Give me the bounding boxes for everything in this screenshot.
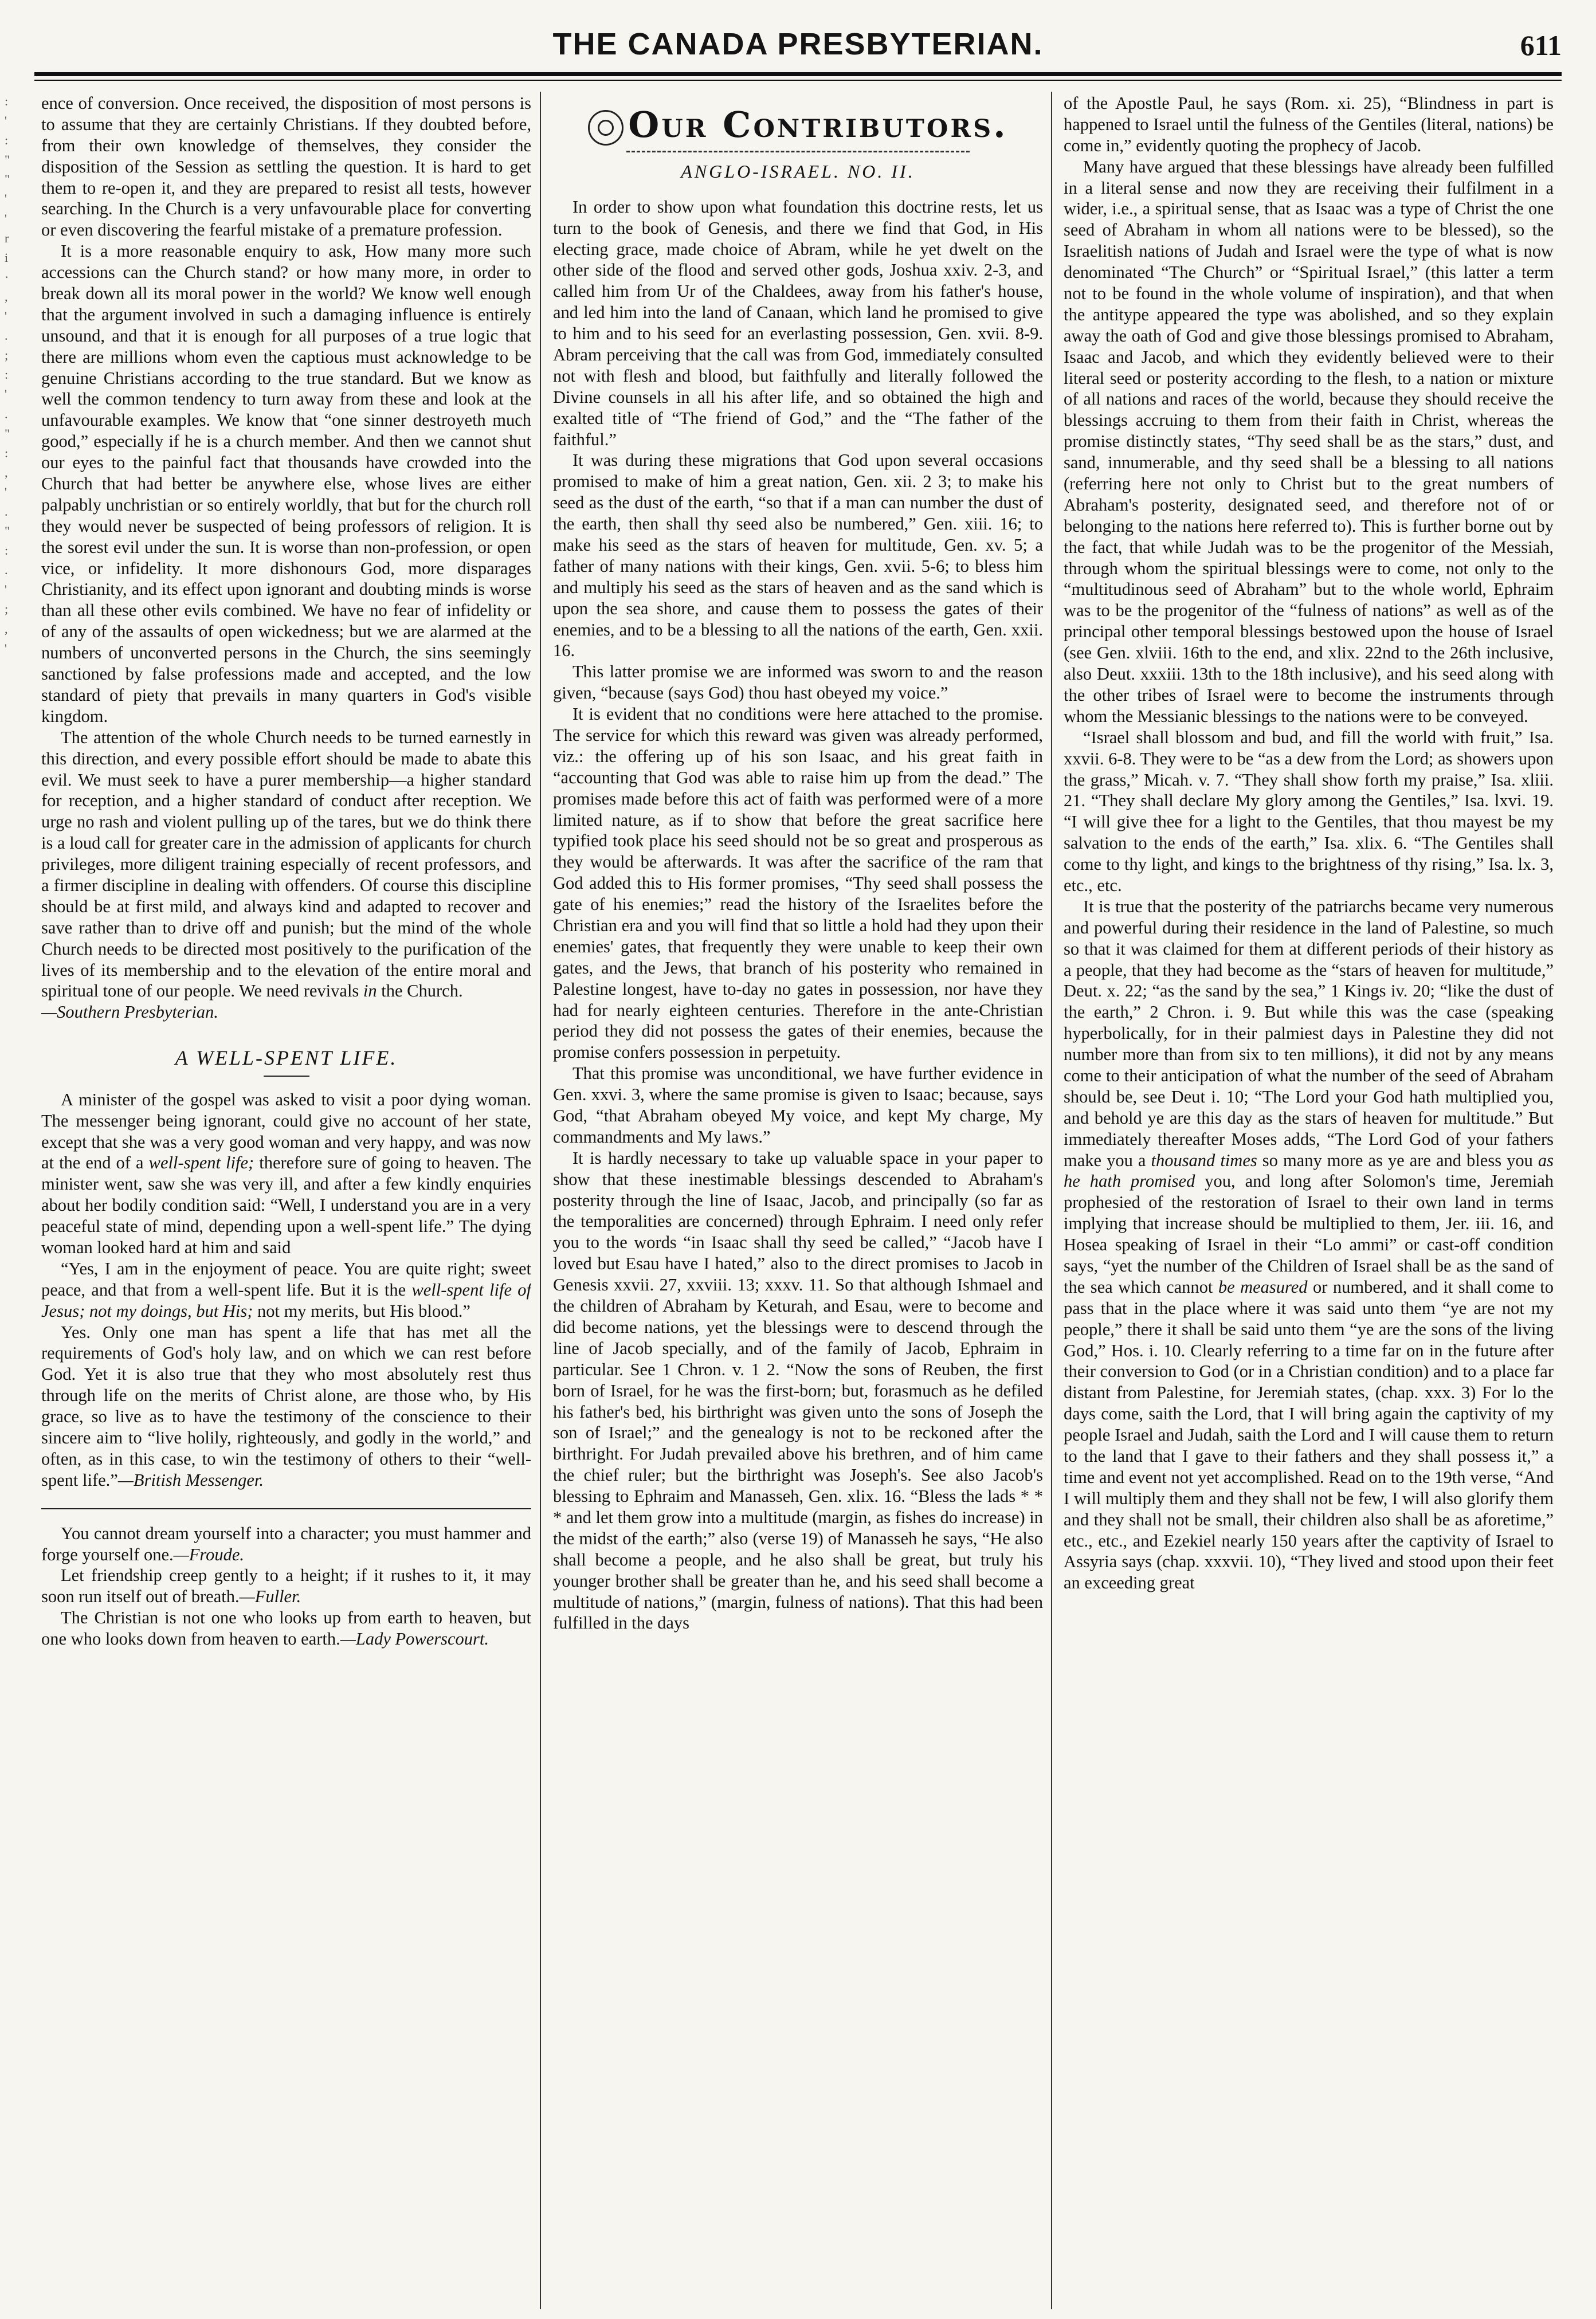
- article-source: —British Messenger.: [117, 1470, 264, 1490]
- paragraph-text: “Yes, I am in the enjoyment of peace. You are quite right; sweet peace, and that from a well-spent life. But it is the: [41, 1258, 531, 1300]
- paragraph-text: Yes. Only one man has spent a life that has met all the requirements of God's holy law, and on which we can rest before God. Yet it is also true that they who most absolutely rest thus through life on the merits of Christ alone, are those who, by His grace, so live as to have the testimony of the conscience to their sincere aim to “live holily, righteously, and godly in the world,” and often, as in this case, to win the testimony of others to their “well-spent life.”: [41, 1322, 531, 1490]
- emphasis-text: as he hath promised: [1064, 1150, 1554, 1191]
- quote-source: —Froude.: [173, 1544, 245, 1564]
- article-paragraph: It is evident that no conditions were here attached to the promise. The service for which this reward was given was already performed, viz.: the offering up of his son Isaac, and his great faith in “accounting that God was able to raise him up from the dead.” The promises made before this act of faith was performed were of a more limited nature, as if to show that before the great sacrifice here typified took place his seed should not be so great and prosperous as they would be afterwards. It was after the sacrifice of the ram that God added this to His former promises, “Thy seed shall possess the gate of his enemies;” read the history of the Israelites before the Christian era and you will find that so little a hold had they upon their enemies' gates, that frequently they were unable to keep their own gates, and the Jews, that branch of his posterity who remained in Palestine longest, have to-day no gates in possession, nor have they had for nearly eighteen centuries. Therefore in the ante-Christian period they did not possess the gates of their enemies, because the promise confers possession in perpetuity.: [553, 704, 1043, 1062]
- header-rule-thin: [34, 80, 1562, 81]
- quote-paragraph: [41, 1523, 531, 1565]
- paragraph-text: you, and long after Solomon's time, Jeremiah prophesied of the restoration of Israel to their own land in terms implying that increase should be multiplied to them, Jer. iii. 16, and Hosea speaking of Israel in their “Lo ammi” or cast-off condition says, “yet the number of the Children of Israel shall be as the sand of the sea which cannot: [1064, 1171, 1554, 1297]
- paragraph-text: It is true that the posterity of the patriarchs became very numerous and powerful during their residence in the land of Palestine, so much so that it was claimed for them at different periods of their history as a people, that they had become as the “stars of heaven for multitude,” Deut. x. 22; “as the sand by the sea,” 1 Kings iv. 20; “like the dust of the earth,” 2 Chron. i. 9. But while this was the case (speaking hyperbolically, for in their palmiest days in Palestine they did not number more than from six to ten millions), it did not by any means come to their anticipation of what the number of the seed of Abraham should be, see Deut i. 10; “The Lord your God hath multiplied you, and behold ye are this day as the stars of heaven for multitude.” But immediately thereafter Moses adds, “The Lord God of your fathers make you a: [1064, 896, 1554, 1170]
- article-paragraph: It was during these migrations that God upon several occasions promised to make of him a great nation, Gen. xii. 2 3; to make his seed as the dust of the earth, “so that if a man can number the dust of the earth, then shall thy seed also be numbered,” Gen. xiii. 16; to make his seed as the stars of heaven for multitude, Gen. xv. 5; a father of many nations with their kings, Gen. xvii. 5-6; to bless him and multiply his seed as the stars of heaven and as the sand which is upon the sea shore, and cause them to possess the gates of their enemies, and to be a blessing to all the nations of the earth, Gen. xxii. 16.: [553, 450, 1043, 661]
- article-paragraph: In order to show upon what foundation this doctrine rests, let us turn to the book of Genesis, and there we find that God, in His electing grace, made choice of Abram, while he yet dwelt on the other side of the flood and served other gods, Joshua xxiv. 2-3, and called him from Ur of the Chaldees, away from his father's house, and led him into the land of Canaan, which land he promised to give to him and to his seed for an everlasting possession, Gen. xvii. 8-9. Abram perceiving that the call was from God, immediately consulted not with flesh and blood, but faithfully and literally followed the Divine counsels in all his after life, and so obtained the high and exalted title of “The friend of God,” and the “The father of the faithful.”: [553, 197, 1043, 449]
- quote-source: —Lady Powerscourt.: [340, 1629, 489, 1649]
- article-paragraph: of the Apostle Paul, he says (Rom. xi. 25), “Blindness in part is happened to Israel until the fulness of the Gentiles (literal, nations) be come in,” evidently quoting the prophecy of Jacob.: [1064, 93, 1554, 155]
- paragraph-text: A minister of the gospel was asked to visit a poor dying woman. The messenger being ignorant, could give no account of her state, except that she was a very good woman and very happy, and was now at the end of a: [41, 1089, 531, 1173]
- article-paragraph: “Israel shall blossom and bud, and fill the world with fruit,” Isa. xxvii. 6-8. They were to be “as a dew from the Lord; as showers upon the grass,” Micah. v. 7. “They shall show forth my praise,” Isa. xliii. 21. “They shall declare My glory among the Gentiles,” Isa. lxvi. 19. “I will give thee for a light to the Gentiles, that thou mayest be my salvation to the ends of the earth,” Isa. xlix. 6. “The Gentiles shall come to thy light, and kings to the brightness of thy rising,” Isa. lx. 3, etc., etc.: [1064, 727, 1554, 895]
- emphasis-text: thousand times: [1151, 1150, 1257, 1170]
- quote-text: The Christian is not one who looks up from earth to heaven, but one who looks down from heaven to earth.: [41, 1608, 531, 1649]
- article-paragraph: This latter promise we are informed was sworn to and the reason given, “because (says God) thou hast obeyed my voice.”: [553, 662, 1043, 703]
- ornament-icon: [588, 110, 624, 146]
- quote-text: Let friendship creep gently to a height; if it rushes to it, it may soon run itself out of breath.: [41, 1565, 531, 1607]
- emphasis-text: in: [363, 981, 377, 1001]
- column-divider-2: [1051, 92, 1052, 2309]
- article-paragraph: Many have argued that these blessings have already been fulfilled in a literal sense and now they are receiving their fulfilment in a wider, i.e., a spiritual sense, that as Isaac was a type of Christ the one seed of Abraham in whom all nations were to be blessed), so the Israelitish nations of Judah and Israel were the type of what is now denominated “The Church” or “Spiritual Israel,” (this latter a term not to be found in the whole volume of inspiration), and that when the antitype appeared the type was abolished, and so they explain away the oath of God and give those blessings promised to Abraham, Isaac and Jacob, and which they evidently believed were to their literal seed or posterity according to the flesh, to a nation or mixture of all nations and races of the world, because they should receive the blessings accruing to them from their faith in Christ, whereas the promise distinctly states, “Thy seed shall be as the stars,” dust, and sand, innumerable, and thy seed shall be a blessing to all nations (referring here not only to Christ but to the great numbers of Abraham's posterity, designated seed, and therefore not of or belonging to the nations here referred to). This is further borne out by the fact, that while Judah was to be the progenitor of the Messiah, through whom the spiritual blessings were to come, not only to the “multitudinous seed of Abraham” but to the whole world, Ephraim was to be the progenitor of the “fulness of nations” as well as of the principal other temporal blessings bestowed upon the house of Israel (see Gen. xlviii. 16th to the end, and xlix. 22nd to the 26th inclusive, also Deut. xxxiii. 13th to the 18th inclusive), and his seed along with the other tribes of Israel were to become the instruments through whom the Messianic blessings to the nations were to be conveyed.: [1064, 156, 1554, 726]
- article-paragraph: [41, 727, 531, 1023]
- article-paragraph: It is hardly necessary to take up valuable space in your paper to show that these inestimable blessings descended to Abraham's posterity through the line of Isaac, Jacob, and principally (so far as the temporalities are concerned) through Ephraim. I need only refer you to the words “in Isaac shall thy seed be called,” “Jacob have I loved but Esau have I hated,” also to the direct promises to Jacob in Genesis xxvii. 27, xxviii. 13; xxxv. 11. So that although Ishmael and the children of Abraham by Keturah, and Esau, were to become and did become nations, yet the blessings were to descend through the line of Jacob specially, and of the family of Jacob, Ephraim in particular. See 1 Chron. v. 1 2. “Now the sons of Reuben, the first born of Israel, for he was the first-born; but, forasmuch as he defiled his father's bed, his birthright was given unto the sons of Joseph the son of Israel;” and the genealogy is not to be reckoned after the birthright. For Judah prevailed above his brethren, and of him came the chief ruler; but the birthright was Joseph's. See also Jacob's blessing to Ephraim and Manasseh, Gen. xlix. 16. “Bless the lads * * * and let them grow into a multitude (margin, as fishes do increase) in the midst of the earth;” also (verse 19) of Manasseh he says, “He also shall become a people, and he also shall be great, but truly his younger brother shall be greater than he, and his seed shall become a multitude of nations,” (margin, fulness of nations). That this had been fulfilled in the days: [553, 1148, 1043, 1633]
- quote-paragraph: [41, 1565, 531, 1607]
- quote-text: You cannot dream yourself into a character; you must hammer and forge yourself one.: [41, 1523, 531, 1564]
- paragraph-text: therefore sure of going to heaven. The minister went, saw she was very ill, and after a few kindly enquiries about her bodily condition said: “Well, I understand you are in a very peaceful state of mind, depending upon a well-spent life.” The dying woman looked hard at him and said: [41, 1153, 531, 1257]
- article-subheading: ANGLO-ISRAEL. NO. II.: [681, 161, 915, 182]
- page-number: 611: [1520, 29, 1562, 61]
- article-paragraph: [41, 1322, 531, 1491]
- quote-source: —Fuller.: [239, 1587, 301, 1607]
- article-paragraph: [41, 1089, 531, 1258]
- section-rule: [41, 1508, 531, 1509]
- heading-text: Our Contributors.: [628, 104, 1008, 146]
- masthead-title: THE CANADA PRESBYTERIAN.: [552, 27, 1044, 61]
- emphasis-text: be measured: [1218, 1277, 1308, 1297]
- article-paragraph: [41, 1258, 531, 1322]
- article-paragraph: That this promise was unconditional, we have further evidence in Gen. xxvi. 3, where the same promise is given to Isaac; because, says God, “that Abraham obeyed My voice, and kept My charge, My commandments and My laws.”: [553, 1064, 1043, 1147]
- paragraph-text: or numbered, and it shall come to pass that in the place where it was said unto them “ye are not my people,” there it shall be said unto them “ye are the sons of the living God,” Hos. i. 10. Clearly referring to a time far on in the future after their conversion to God (or in a Christian condition) and to a place far distant from Palestine, for Jeremiah states, (chap. xxx. 3) For lo the days come, saith the Lord, that I will bring again the captivity of my people Israel and Judah, saith the Lord and I will cause them to return to the land that I gave to their fathers and they shall possess it,” a time and event not yet accomplished. Read on to the 19th verse, “And I will multiply them and they shall not be few, I will also glorify them and they shall not be small, their children also shall be as aforetime,” etc., etc., and Ezekiel nearly 150 years after the captivity of Israel to Assyria says (chap. xxxvii. 10), “They lived and stood upon their feet an exceeding great: [1064, 1277, 1554, 1593]
- emphasis-text: well-spent life;: [148, 1153, 254, 1173]
- paragraph-text: the Church.: [381, 981, 463, 1001]
- paragraph-text: so many more as ye are and bless you: [1262, 1150, 1533, 1170]
- article-source: —Southern Presbyterian.: [41, 1002, 218, 1022]
- header-rule-thick: [34, 72, 1562, 76]
- quote-paragraph: [41, 1607, 531, 1650]
- article-paragraph: It is a more reasonable enquiry to ask, How many more such accessions can the Church stand? or how many more, in order to break down all its moral power in the world? We know well enough that the argument involved in such a damaging influence is entirely unsound, and that it is enough for all purposes of a true logic that there are millions whom even the captious must acknowledge to be genuine Christians according to the true standard. But we know as well the common tendency to turn away from these and look at the unfavourable examples. We know that “one sinner destroyeth much good,” especially if he is a church member. And then we cannot shut our eyes to the painful fact that thousands have crowded into the Church that had better be anywhere else, whose lives are either palpably unchristian or so entirely worldly, that but for the church roll they would never be suspected of being professors of religion. It is the sorest evil under the sun. It is worse than non-profession, or open vice, or infidelity. It more dishonours God, more disparages Christianity, and its effect upon ignorant and doubting minds is worse than all these other evils combined. We have no fear of infidelity or of any of the assaults of open wickedness; but we are alarmed at the numbers of unconverted persons in the Church, the sins seemingly sanctioned by false professions made and accepted, and the low standard of piety that prevails in many quarters in God's visible kingdom.: [41, 241, 531, 726]
- paragraph-text: The attention of the whole Church needs to be turned earnestly in this direction, and every possible effort should be made to abate this evil. We must seek to have a purer membership—a higher standard for reception, and a higher standard of conduct after reception. We urge no rash and violent pulling up of the tares, but we do think there is a loud call for greater care in the admission of applicants for church privileges, more diligent training especially of recent professors, and a firmer discipline in dealing with offenders. Of course this discipline should be at first mild, and always kind and adapted to recover and save rather than to drive off and punish; but the mind of the whole Church needs to be directed most positively to the purification of the lives of its membership and to the elevation of the entire moral and spiritual tone of our people. We need revivals: [41, 727, 531, 1001]
- section-heading-our-contributors: [553, 103, 1043, 146]
- article-paragraph: ence of conversion. Once received, the disposition of most persons is to assume that they are certainly Christians. If they doubted before, from their own knowledge of themselves, they consider the disposition of the Session as settling the question. It is hard to get them to re-open it, and they are prepared to resist all tests, however searching. In the Church is a very unfavourable place for converting or even discovering the fearful mistake of a premature profession.: [41, 93, 531, 240]
- left-margin-gutter: : ' : " " ' ' r i · , ' . ; : ' . " : , ' . " : . ' ; , ': [5, 94, 10, 656]
- heading-dashed-rule: [626, 151, 970, 152]
- page-header: [34, 22, 1562, 73]
- column-2: [553, 93, 1043, 2305]
- column-3: [1064, 93, 1554, 2305]
- emphasis-text: well-spent life of Jesus; not my doings, but His;: [41, 1280, 531, 1321]
- column-1: [41, 93, 531, 2305]
- title-rule: [264, 1076, 309, 1077]
- section-title-well-spent-life: A WELL-SPENT LIFE.: [175, 1046, 398, 1070]
- paragraph-text: not my merits, but His blood.”: [257, 1301, 470, 1321]
- article-paragraph: [1064, 896, 1554, 1594]
- column-divider-1: [540, 92, 541, 2309]
